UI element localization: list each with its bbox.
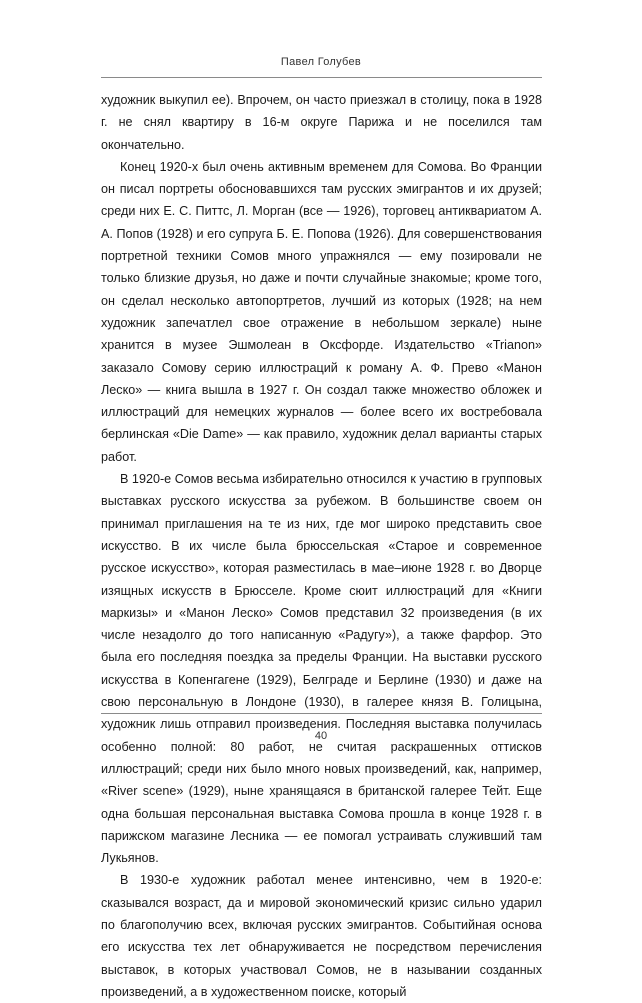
paragraph: В 1920-е Сомов весьма избирательно относился к участию в групповых выставках русского искусства за рубежом. В большинстве своем он принимал приглашения на те из них, где мог широко представить свое искусство. В их числе была брюссельская «Старое и современное русское искусство», которая разместилась в мае–июне 1928 г. во Дворце изящных искусств в Брюсселе. Кроме сюит иллюстраций для «Книги маркизы» и «Манон Леско» Сомов представил 32 произведения (в их числе незадолго до того написанную «Радугу»), а также фарфор. Это была его последняя поездка за пределы Франции. На выставки русского искусства в Копенгагене (1929), Белграде и Берлине (1930) и даже на свою персональную в Лондоне (1930), в галерее князя В. Голицына, художник лишь отправил произведения. Последняя выставка получилась особенно полной: 80 работ, не считая раскрашенных оттисков иллюстраций; среди них было много новых произведений, как, например, «River scene» (1929), ныне хранящаяся в британской галерее Тейт. Еще одна большая персональная выставка Сомова прошла в конце 1928 г. в парижском магазине Лесника — ее помогал устраивать служивший там Лукьянов. [101, 472, 542, 866]
running-header: Павел Голубев [280, 56, 362, 68]
header-rule [101, 77, 542, 78]
page-number: 40 [314, 730, 328, 742]
paragraph: В 1930-е художник работал менее интенсивно, чем в 1920-е: сказывался возраст, да и мировой экономический кризис сильно ударил по благополучию всех, включая русских эмигрантов. Событийная основа его искусства тех лет обнаруживается не посредством перечисления выставок, в которых участвовал Сомов, не в назывании созданных произведений, а в художественном поиске, который [101, 873, 542, 999]
paragraph: художник выкупил ее). Впрочем, он часто приезжал в столицу, пока в 1928 г. не снял квартиру в 16-м округе Парижа и не поселился там окончательно. [101, 93, 542, 152]
body-text [101, 89, 542, 1003]
paragraph: Конец 1920-х был очень активным временем для Сомова. Во Франции он писал портреты обосновавшихся там русских эмигрантов и их друзей; среди них Е. С. Питтс, Л. Морган (все — 1926), торговец антиквариатом А. А. Попов (1928) и его супруга Б. Е. Попова (1926). Для совершенствования портретной техники Сомов много упражнялся — ему позировали не только близкие друзья, но даже и почти случайные знакомые; кроме того, он сделал несколько автопортретов, лучший из которых (1928; на нем художник запечатлел свое отражение в небольшом зеркале) ныне хранится в музее Эшмолеан в Оксфорде. Издательство «Trianon» заказало Сомову серию иллюстраций к роману А. Ф. Прево «Манон Леско» — книга вышла в 1927 г. Он создал также множество обложек и иллюстраций для немецких журналов — более всего их востребовала берлинская «Die Dame» — как правило, художник делал варианты старых работ. [101, 159, 542, 464]
footer-rule [101, 713, 542, 714]
